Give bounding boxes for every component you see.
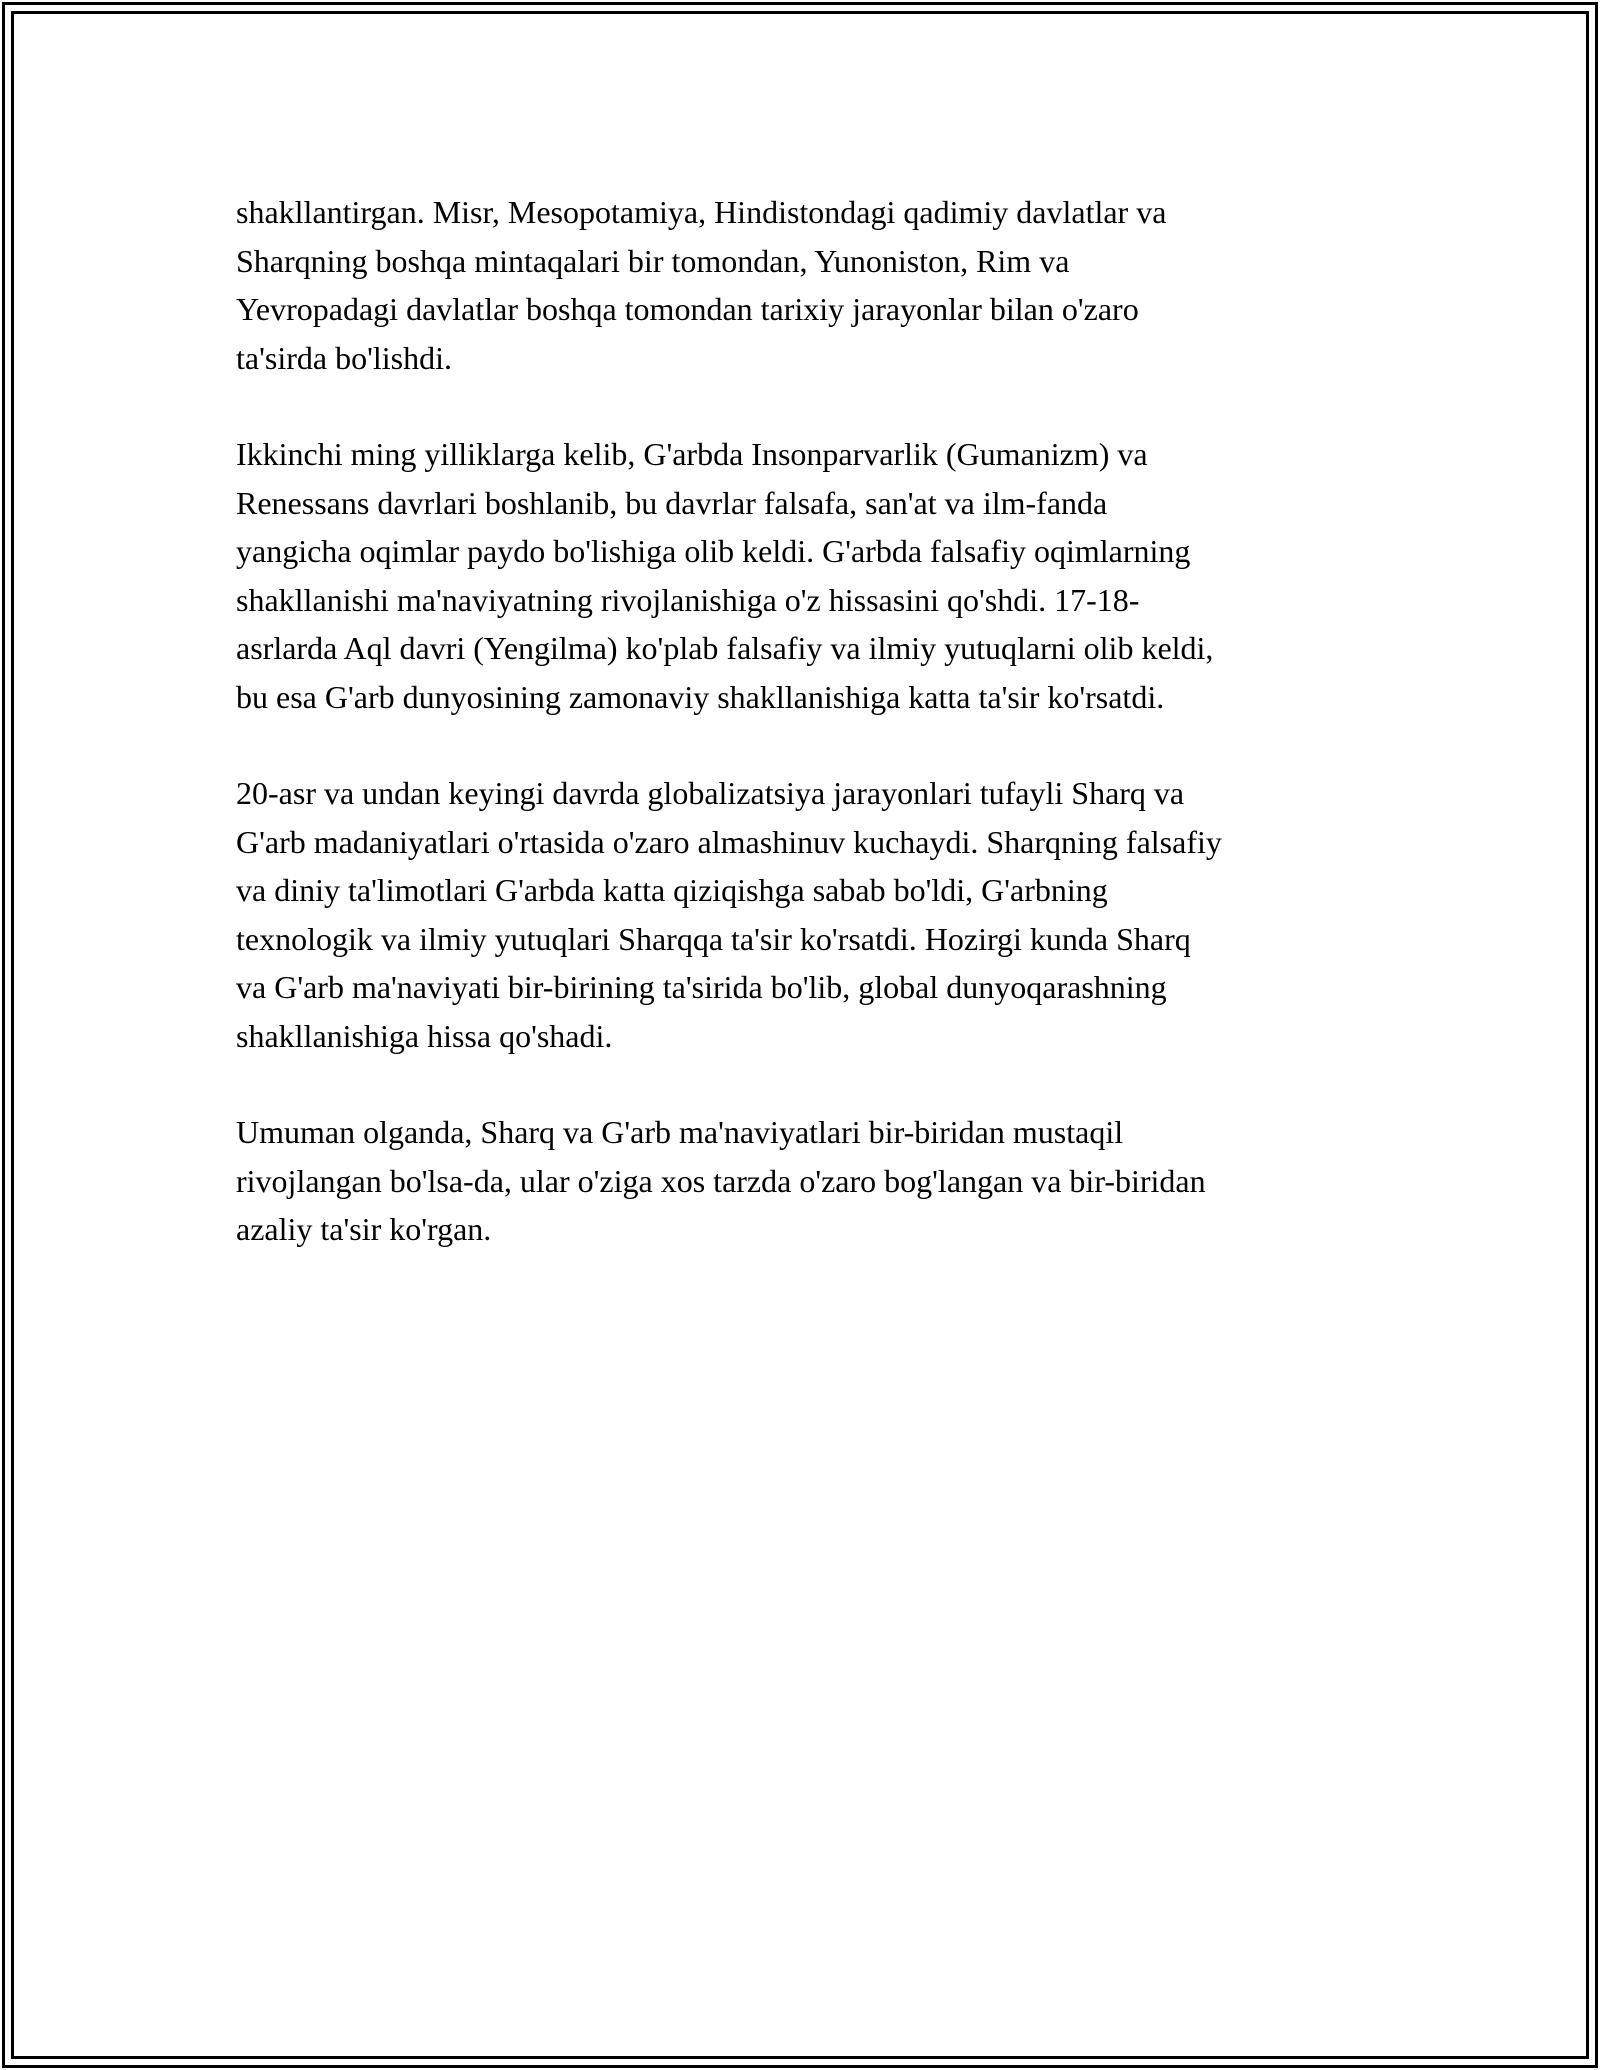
paragraph-3: 20-asr va undan keyingi davrda globalizatsiya jarayonlari tufayli Sharq va G'arb madaniyatlari o'rtasida o'zaro almashinuv kuchaydi. Sharqning falsafiy va diniy ta'limotlari G'arbda katta qiziqishga sabab bo'ldi, G'arbning texnologik va ilmiy yutuqlari Sharqqa ta'sir ko'rsatdi. Hozirgi kunda Sharq va G'arb ma'naviyati bir-birining ta'sirida bo'lib, global dunyoqarashning shakllanishiga hissa qo'shadi. bbox=[236, 775, 1222, 1054]
paragraph-2: Ikkinchi ming yilliklarga kelib, G'arbda Insonparvarlik (Gumanizm) va Renessans davrlari boshlanib, bu davrlar falsafa, san'at va ilm-fanda yangicha oqimlar paydo bo'lishiga olib keldi. G'arbda falsafiy oqimlarning shakllanishi ma'naviyatning rivojlanishiga o'z hissasini qo'shdi. 17-18- asrlarda Aql davri (Yengilma) ko'plab falsafiy va ilmiy yutuqlarni olib keldi, bu esa G'arb dunyosining zamonaviy shakllanishiga katta ta'sir ko'rsatdi. bbox=[236, 436, 1214, 715]
document-body bbox=[236, 188, 1376, 1302]
paragraph-4: Umuman olganda, Sharq va G'arb ma'naviyatlari bir-biridan mustaqil rivojlangan bo'lsa-da, ular o'ziga xos tarzda o'zaro bog'langan va bir-biridan azaliy ta'sir ko'rgan. bbox=[236, 1114, 1206, 1247]
paragraph-1: shakllantirgan. Misr, Mesopotamiya, Hindistondagi qadimiy davlatlar va Sharqning boshqa mintaqalari bir tomondan, Yunoniston, Rim va Yevropadagi davlatlar boshqa tomondan tarixiy jarayonlar bilan o'zaro ta'sirda bo'lishdi. bbox=[236, 194, 1167, 376]
